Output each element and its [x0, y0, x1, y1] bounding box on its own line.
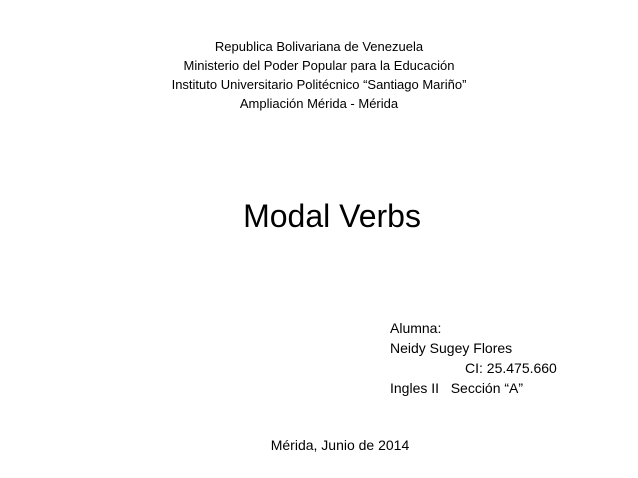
student-ci: CI: 25.475.660: [465, 360, 557, 376]
place-date: Mérida, Junio de 2014: [270, 437, 410, 453]
slide-title: Modal Verbs: [243, 198, 421, 234]
student-info: [390, 318, 557, 398]
student-name: Neidy Sugey Flores: [390, 340, 513, 356]
student-label: Alumna:: [390, 320, 442, 336]
header-line-institute: Instituto Universitario Politécnico “Santiago Mariño”: [171, 77, 467, 92]
header-line-country: Republica Bolivariana de Venezuela: [214, 39, 424, 54]
header-line-ministry: Ministerio del Poder Popular para la Educación: [183, 58, 455, 73]
institution-header: [0, 37, 638, 113]
student-course: Ingles II Sección “A”: [390, 380, 524, 396]
header-line-campus: Ampliación Mérida - Mérida: [239, 96, 399, 111]
